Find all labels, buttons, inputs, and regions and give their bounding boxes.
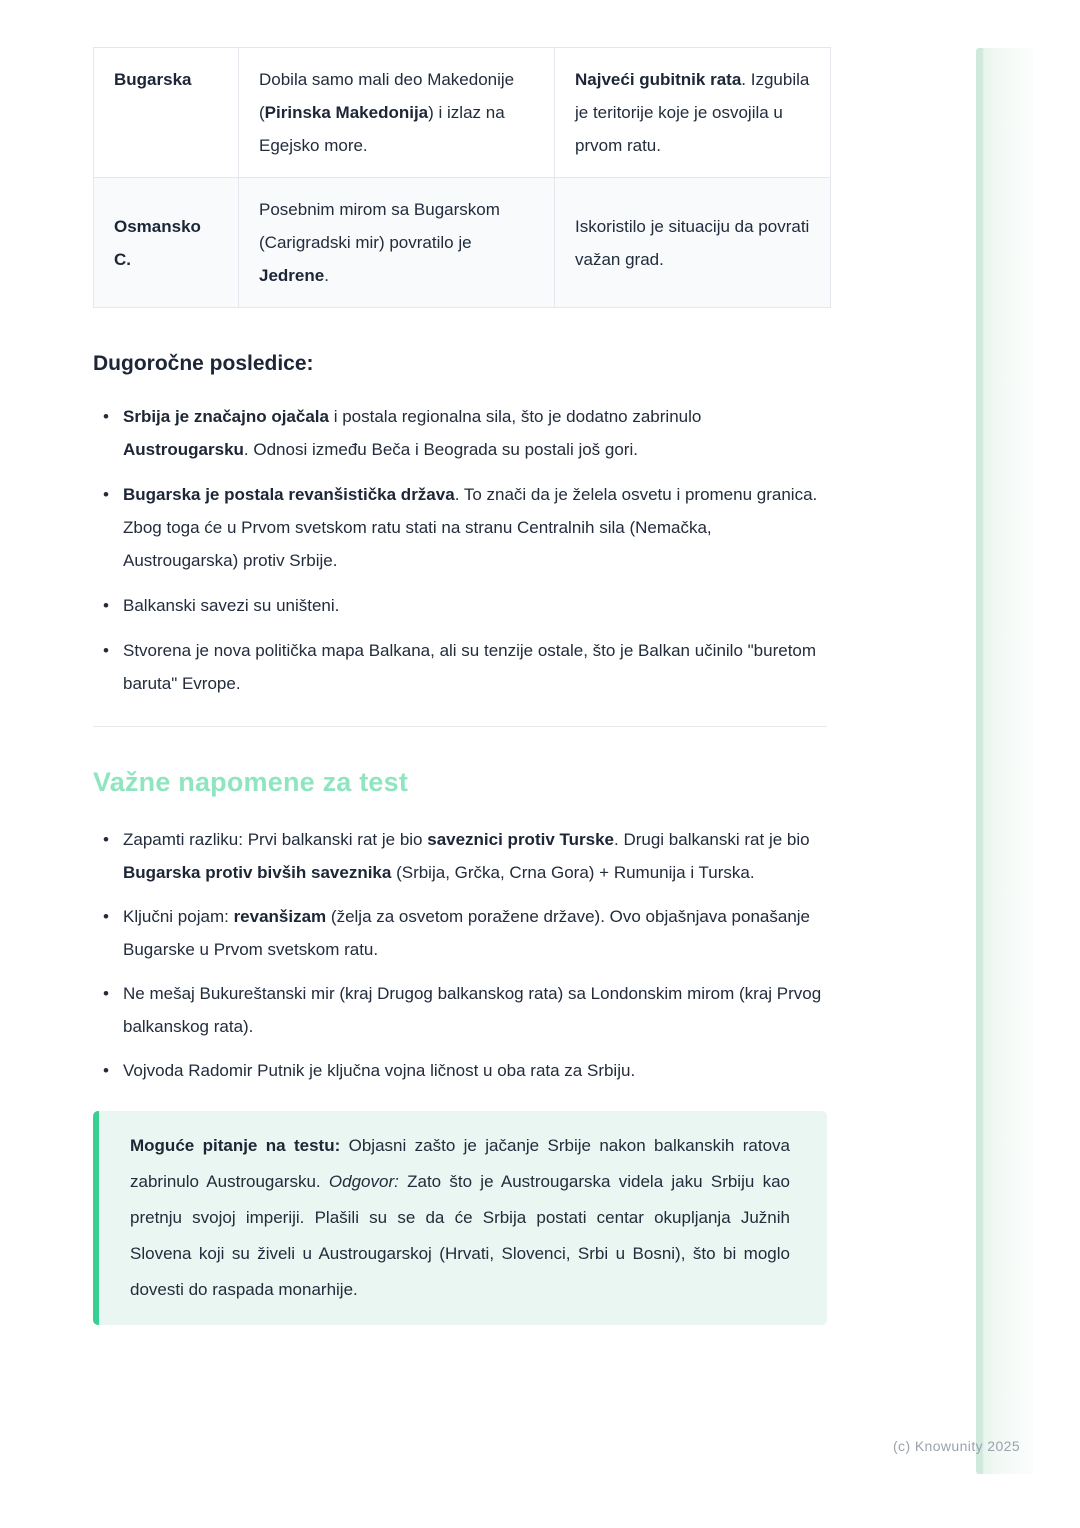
section-divider: [93, 726, 827, 727]
document-content: [93, 47, 827, 1325]
test-notes-list: [93, 823, 827, 1087]
long-term-consequences-list: [93, 400, 827, 700]
table-cell-country: Osmansko C.: [94, 178, 239, 308]
copyright-watermark: (c) Knowunity 2025: [893, 1438, 1021, 1454]
section-heading-long-term-consequences: Dugoročne posledice:: [93, 352, 314, 375]
war-results-table: [93, 47, 831, 308]
list-item: • Vojvoda Radomir Putnik je ključna vojna ličnost u oba rata za Srbiju.: [123, 1054, 827, 1087]
table-cell-terms: Dobila samo mali deo Makedonije (Pirinska Makedonija) i izlaz na Egejsko more.: [239, 48, 555, 178]
list-item: • Bugarska je postala revanšistička država. To znači da je želela osvetu i promenu granica. Zbog toga će u Prvom svetskom ratu stati na stranu Centralnih sila (Nemačka, Austrougarska) protiv Srbije.: [123, 478, 827, 577]
table-cell-terms: Posebnim mirom sa Bugarskom (Carigradski mir) povratilo je Jedrene.: [239, 178, 555, 308]
test-question-callout: Moguće pitanje na testu: Objasni zašto je jačanje Srbije nakon balkanskih ratova zabrinulo Austrougarsku. Odgovor: Zato što je Austrougarska videla jaku Srbiju kao pretnju svojoj imperiji. Plašili su se da će Srbija postati centar okupljanja Južnih Slovena koji su živeli u Austrougarskoj (Hrvati, Slovenci, Srbi u Bosni), što bi moglo dovesti do raspada monarhije.: [93, 1111, 827, 1325]
table-cell-country: Bugarska: [94, 48, 239, 178]
list-item: • Srbija je značajno ojačala i postala regionalna sila, što je dodatno zabrinulo Austrougarsku. Odnosi između Beča i Beograda su postali još gori.: [123, 400, 827, 466]
table-row-osmansko: [94, 178, 831, 308]
list-item: • Balkanski savezi su uništeni.: [123, 589, 827, 622]
table-row-bugarska: [94, 48, 831, 178]
section-heading-test-notes: Važne napomene za test: [93, 767, 409, 797]
table-cell-outcome: Iskoristilo je situaciju da povrati važan grad.: [555, 178, 831, 308]
list-item: • Ne mešaj Bukureštanski mir (kraj Drugog balkanskog rata) sa Londonskim mirom (kraj Prvog balkanskog rata).: [123, 977, 827, 1043]
list-item: • Ključni pojam: revanšizam (želja za osvetom poražene države). Ovo objašnjava ponašanje Bugarske u Prvom svetskom ratu.: [123, 900, 827, 966]
page-edge-accent: [976, 48, 1033, 1474]
table-cell-outcome: Najveći gubitnik rata. Izgubila je teritorije koje je osvojila u prvom ratu.: [555, 48, 831, 178]
list-item: • Stvorena je nova politička mapa Balkana, ali su tenzije ostale, što je Balkan učinilo "buretom baruta" Evrope.: [123, 634, 827, 700]
list-item: • Zapamti razliku: Prvi balkanski rat je bio saveznici protiv Turske. Drugi balkanski rat je bio Bugarska protiv bivših saveznika (Srbija, Grčka, Crna Gora) + Rumunija i Turska.: [123, 823, 827, 889]
